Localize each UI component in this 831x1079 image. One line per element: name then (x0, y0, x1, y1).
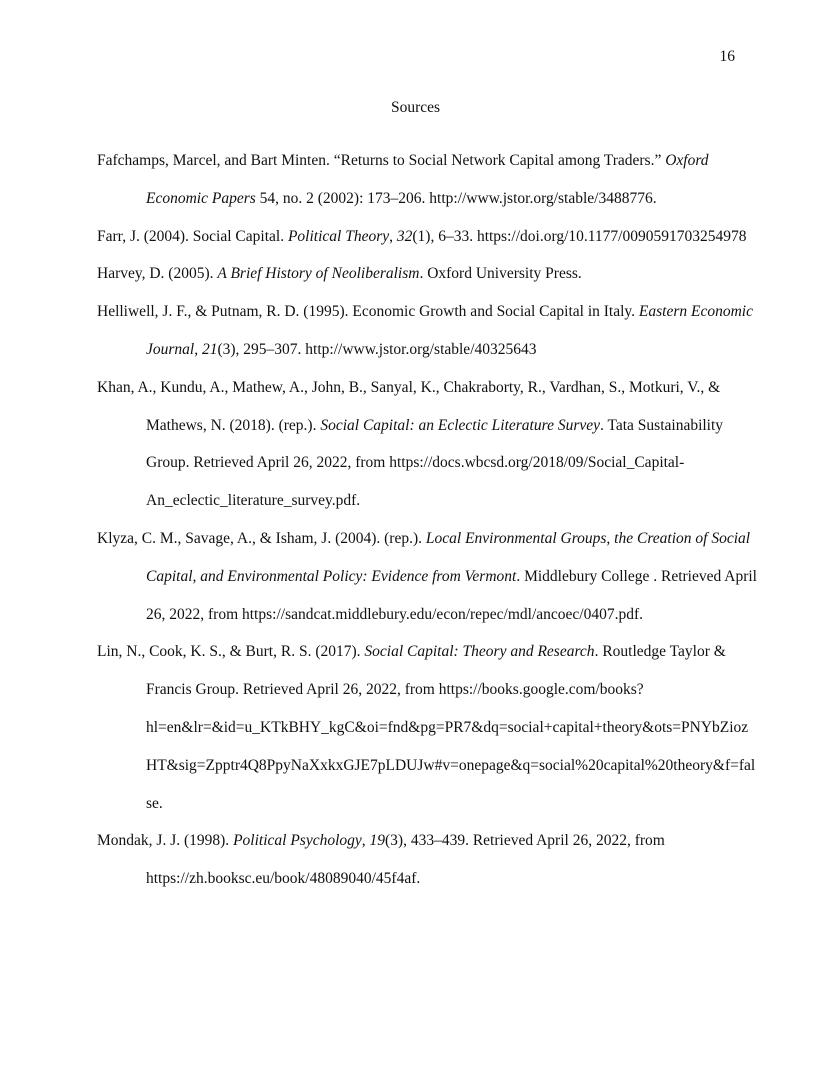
reference-entry (97, 369, 757, 520)
reference-italic-text: 32 (396, 227, 413, 245)
reference-text: Khan, A., Kundu, A., Mathew, A., John, B., Sanyal, K., Chakraborty, R., Vardhan, S., Motkuri, V., & Mathews, N. (2018). (rep.). (97, 378, 721, 434)
reference-text: . Tata Sustainability Group. Retrieved April 26, 2022, from https://docs.wbcsd.org/2018/09/Social_Capital-An_eclectic_literature_survey.pdf. (146, 416, 724, 510)
reference-list (97, 142, 757, 898)
reference-text: Helliwell, J. F., & Putnam, R. D. (1995). Economic Growth and Social Capital in Italy. (97, 303, 639, 321)
reference-text: , (389, 227, 397, 245)
reference-text: Fafchamps, Marcel, and Bart Minten. “Returns to Social Network Capital among Traders.” (97, 152, 666, 169)
reference-entry (97, 633, 757, 822)
reference-text: . Oxford University Press. (419, 265, 582, 283)
reference-text: . Middlebury College . Retrieved April 26, 2022, from https://sandcat.middlebury.edu/econ/repec/mdl/ancoec/0407.pdf. (146, 567, 757, 623)
reference-text: , (361, 832, 370, 850)
reference-text: 54, no. 2 (2002): 173–206. http://www.jstor.org/stable/3488776. (255, 189, 657, 207)
reference-entry (97, 142, 757, 218)
reference-entry (97, 293, 757, 369)
reference-italic-text: 21 (201, 340, 218, 358)
reference-italic-text: 19 (369, 832, 386, 850)
reference-text: (3), 433–439. Retrieved April 26, 2022, from https://zh.booksc.eu/book/48089040/45f4af. (146, 832, 665, 888)
page-title: Sources (390, 99, 441, 116)
reference-text: (3), 295–307. http://www.jstor.org/stable/40325643 (217, 340, 537, 358)
reference-entry (97, 822, 757, 898)
reference-italic-text: Social Capital: Theory and Research (364, 643, 595, 661)
reference-italic-text: Eastern Economic Journal (146, 303, 753, 358)
reference-italic-text: A Brief History of Neoliberalism (217, 265, 420, 283)
reference-text: Farr, J. (2004). Social Capital. (97, 227, 288, 245)
reference-italic-text: Local Environmental Groups, the Creation of Social Capital, and Environmental Policy: Evidence from Vermont (146, 529, 751, 585)
reference-text: (1), 6–33. https://doi.org/10.1177/0090591703254978 (412, 227, 747, 245)
reference-text: Mondak, J. J. (1998). (97, 832, 234, 850)
reference-italic-text: Political Psychology (233, 832, 362, 850)
reference-entry (97, 218, 757, 256)
reference-italic-text: Social Capital: an Eclectic Literature Survey (320, 416, 600, 434)
reference-text: , (194, 340, 202, 358)
reference-text: . Routledge Taylor & Francis Group. Retrieved April 26, 2022, from https://books.google.com/books?hl=en&lr=&id=u_KTkBHY_kgC&oi=fnd&pg=PR7&dq=social+capital+theory&ots=PNYbZiozHT&sig=Zpptr4Q8PpyNaXxkxGJE7pLDUJw#v=onepage&q=social%20capital%20theory&f=false. (146, 643, 756, 812)
reference-text: Harvey, D. (2005). (97, 265, 218, 283)
reference-entry (97, 520, 757, 633)
page-number: 16 (719, 48, 735, 65)
reference-italic-text: Political Theory (287, 227, 390, 245)
reference-text: Lin, N., Cook, K. S., & Burt, R. S. (2017). (97, 643, 365, 661)
reference-italic-text: Oxford Economic Papers (146, 152, 709, 207)
reference-text: Klyza, C. M., Savage, A., & Isham, J. (2004). (rep.). (97, 529, 426, 547)
reference-entry (97, 255, 757, 293)
